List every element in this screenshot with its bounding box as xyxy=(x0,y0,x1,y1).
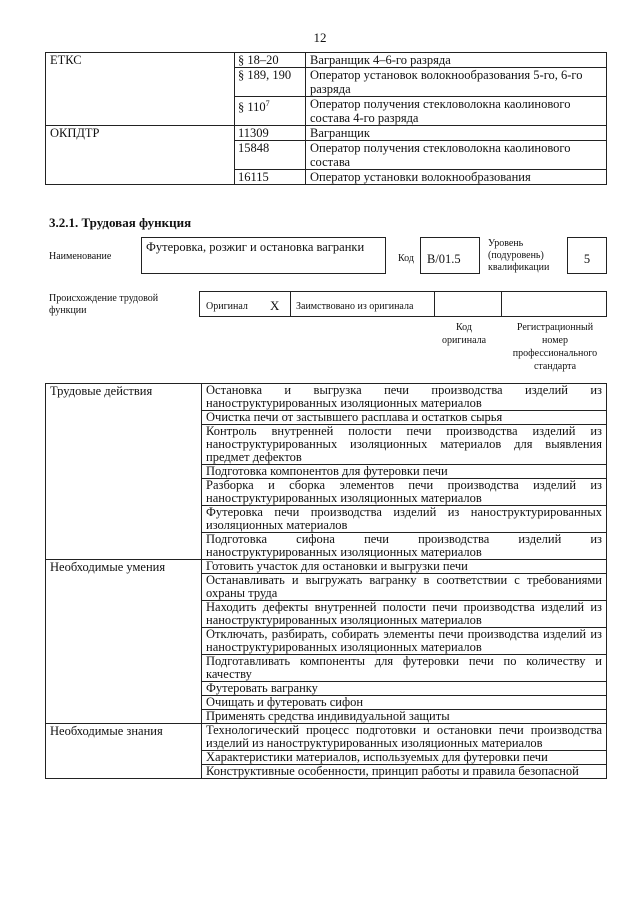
classification-name: Вагранщик xyxy=(306,126,607,141)
divider xyxy=(434,292,435,316)
classification-code-text: § 18–20 xyxy=(238,53,279,67)
task-item: Находить дефекты внутренней полости печи производства изделий из наноструктурированных изоляционных материалов xyxy=(202,601,607,628)
task-row xyxy=(46,560,607,574)
task-item: Разборка и сборка элементов печи производства изделий из наноструктурированных изоляционных материалов xyxy=(202,479,607,506)
original-mark: X xyxy=(270,298,280,313)
classification-name: Оператор установки волокнообразования xyxy=(306,170,607,185)
classification-code-superscript: 7 xyxy=(265,99,270,108)
classification-name: Вагранщик 4–6-го разряда xyxy=(306,53,607,68)
classification-system: ОКПДТР xyxy=(46,126,235,185)
task-row xyxy=(46,724,607,751)
classification-system: ЕТКС xyxy=(46,53,235,126)
classification-row xyxy=(46,53,607,68)
classification-code-text: 16115 xyxy=(238,170,269,184)
task-item: Останавливать и выгружать вагранку в соответствии с требованиями охраны труда xyxy=(202,574,607,601)
function-code-value: B/01.5 xyxy=(420,237,480,274)
origin-row xyxy=(199,291,607,317)
origin-label: Происхождение трудовой функции xyxy=(49,293,159,316)
borrowed-label: Заимствовано из оригинала xyxy=(296,301,414,312)
classification-code-text: § 189, 190 xyxy=(238,68,292,82)
classification-code xyxy=(235,126,306,141)
classification-row xyxy=(46,126,607,141)
classification-table xyxy=(45,52,607,185)
task-item: Подготавливать компоненты для футеровки печи по количеству и качеству xyxy=(202,655,607,682)
classification-code xyxy=(235,170,306,185)
divider xyxy=(501,292,502,316)
task-item: Отключать, разбирать, собирать элементы печи производства изделий из наноструктурированных изоляционных материалов xyxy=(202,628,607,655)
classification-code-text: 11309 xyxy=(238,126,269,140)
registration-number-caption: Регистрационный номер профессионального стандарта xyxy=(512,322,598,372)
code-label: Код xyxy=(398,253,414,264)
task-category: Необходимые умения xyxy=(46,560,202,724)
task-item: Подготовка компонентов для футеровки печи xyxy=(202,465,607,479)
task-item: Футеровка печи производства изделий из наноструктурированных изоляционных материалов xyxy=(202,506,607,533)
divider xyxy=(290,292,291,316)
task-category: Необходимые знания xyxy=(46,724,202,779)
classification-name: Оператор получения стекловолокна каолинового состава xyxy=(306,141,607,170)
task-category: Трудовые действия xyxy=(46,384,202,560)
classification-code xyxy=(235,97,306,126)
task-item: Очищать и футеровать сифон xyxy=(202,696,607,710)
classification-code-text: 15848 xyxy=(238,141,270,155)
tasks-table xyxy=(45,383,607,779)
page-number: 12 xyxy=(313,30,327,45)
task-item: Футеровать вагранку xyxy=(202,682,607,696)
task-row xyxy=(46,384,607,411)
task-item: Подготовка сифона печи производства изделий из наноструктурированных изоляционных материалов xyxy=(202,533,607,560)
classification-code-text: § 110 xyxy=(238,100,266,115)
task-item: Конструктивные особенности, принцип работы и правила безопасной xyxy=(202,765,607,779)
level-value: 5 xyxy=(567,237,607,274)
task-item: Очистка печи от застывшего расплава и остатков сырья xyxy=(202,411,607,425)
task-item: Применять средства индивидуальной защиты xyxy=(202,710,607,724)
task-item: Готовить участок для остановки и выгрузки печи xyxy=(202,560,607,574)
section-title: 3.2.1. Трудовая функция xyxy=(49,215,192,230)
classification-name: Оператор получения стекловолокна каолинового состава 4-го разряда xyxy=(306,97,607,126)
classification-code xyxy=(235,141,306,170)
original-label: Оригинал xyxy=(206,301,248,312)
classification-name: Оператор установок волокнообразования 5-го, 6-го разряда xyxy=(306,68,607,97)
task-item: Технологический процесс подготовки и остановки печи производства изделий из наноструктурированных изоляционных материалов xyxy=(202,724,607,751)
classification-code xyxy=(235,68,306,97)
task-item: Остановка и выгрузка печи производства изделий из наноструктурированных изоляционных материалов xyxy=(202,384,607,411)
function-name-value: Футеровка, розжиг и остановка вагранки xyxy=(141,237,386,274)
task-item: Контроль внутренней полости печи производства изделий из наноструктурированных изоляционных материалов для выявления предмет дефектов xyxy=(202,425,607,465)
code-original-caption: Код оригинала xyxy=(441,322,487,346)
task-item: Характеристики материалов, используемых для футеровки печи xyxy=(202,751,607,765)
classification-code xyxy=(235,53,306,68)
level-label: Уровень (подуровень) квалификации xyxy=(488,238,550,273)
name-label: Наименование xyxy=(49,251,112,262)
